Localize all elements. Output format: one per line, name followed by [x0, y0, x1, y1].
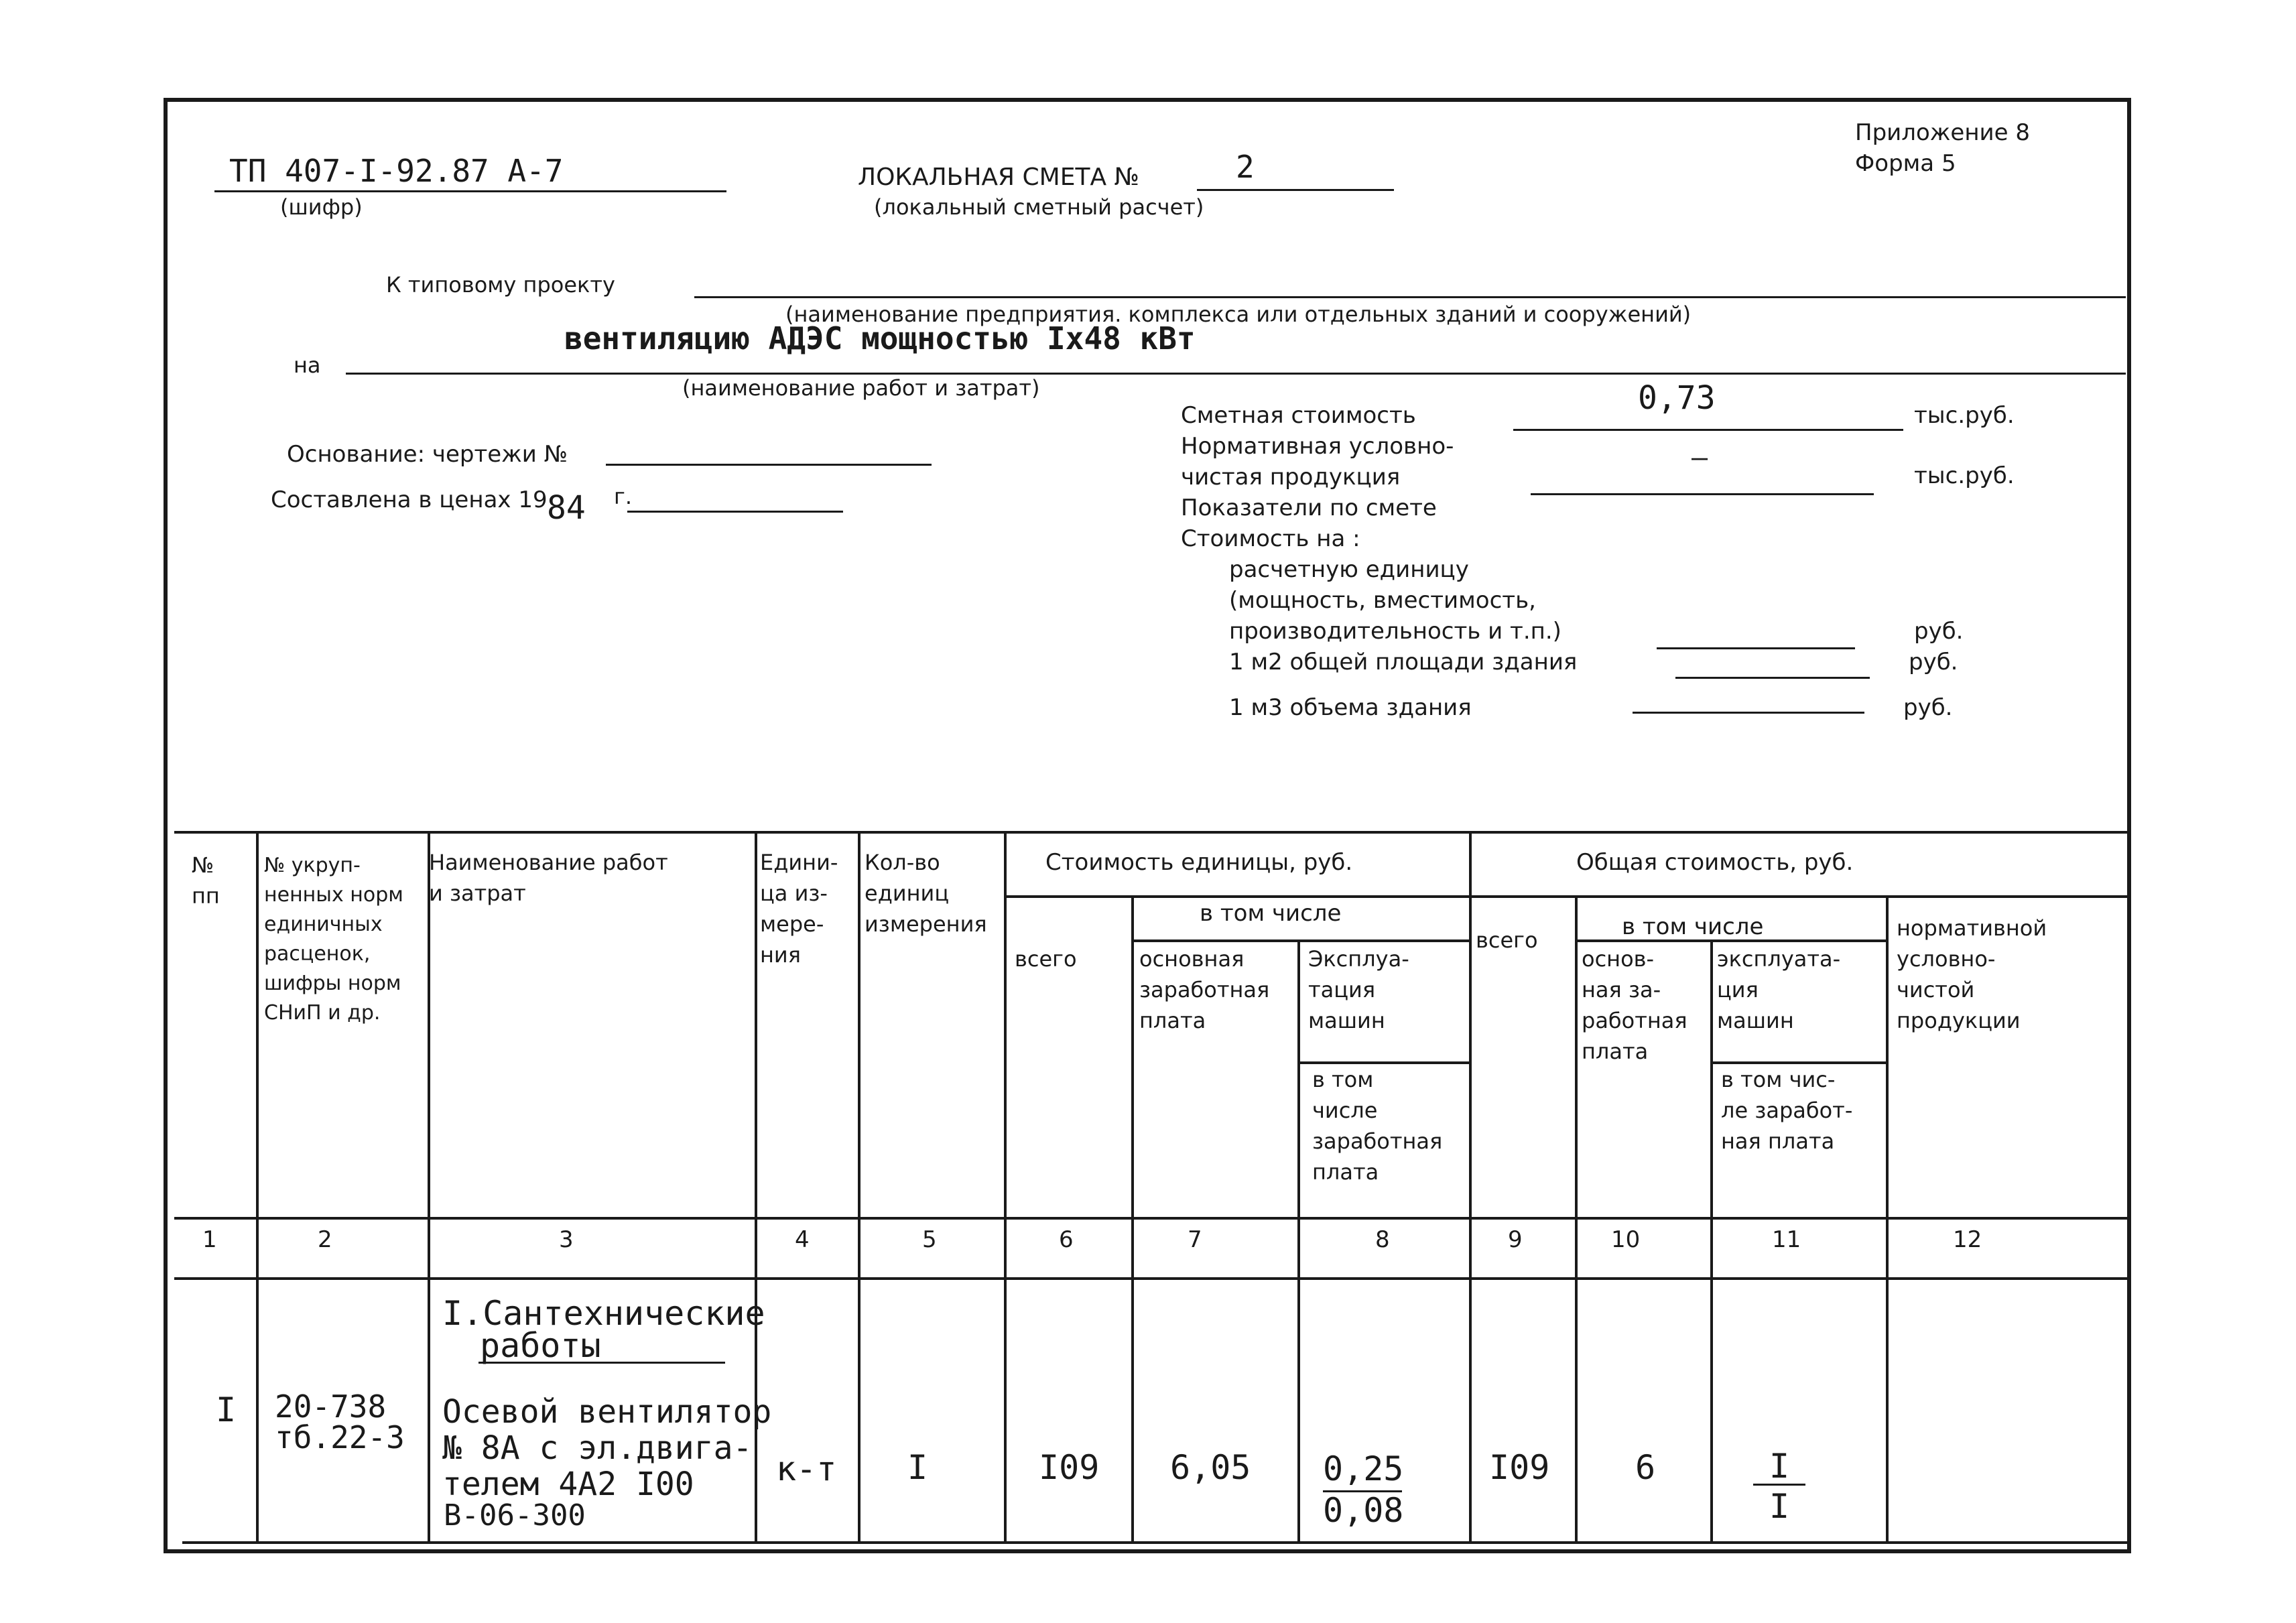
header-col-9: всего	[1476, 927, 1538, 953]
col-divider-1	[256, 831, 259, 1541]
unit-cost-subline	[1005, 895, 2128, 898]
col-number-4: 4	[795, 1226, 810, 1253]
header-incl-2: в том числе	[1622, 913, 1764, 940]
unit-line-1: расчетную единицу	[1229, 556, 1469, 583]
row-sum-wage: 6	[1635, 1448, 1656, 1487]
basis-line	[606, 464, 932, 466]
header-col-12: нормативной условно- чистой продукции	[1897, 915, 2047, 1033]
prices-line	[627, 511, 843, 513]
cost-value: 0,73	[1638, 379, 1716, 417]
incl-1-subline	[1133, 939, 1470, 942]
row-unit-cost-total: I09	[1039, 1448, 1100, 1487]
row-sum-machines: I	[1769, 1447, 1790, 1486]
col-numbers-top-line	[174, 1217, 2128, 1220]
header-col-6: всего	[1015, 946, 1077, 972]
col-divider-8	[1469, 831, 1472, 1541]
col-number-6: 6	[1059, 1226, 1074, 1253]
basis-label: Основание: чертежи №	[287, 441, 568, 468]
col-divider-6	[1131, 895, 1134, 1541]
col-number-8: 8	[1375, 1226, 1390, 1253]
work-name-line	[346, 373, 2126, 375]
section-title-2: работы	[480, 1326, 601, 1365]
col-number-10: 10	[1611, 1226, 1641, 1253]
table-top-line	[174, 831, 2128, 834]
form-label: Форма 5	[1855, 150, 1956, 177]
row-sum-machines-fraction-line	[1753, 1484, 1805, 1486]
header-col-7: основная заработная плата	[1139, 946, 1270, 1033]
enterprise-line	[694, 296, 2126, 298]
col-divider-10	[1710, 939, 1713, 1541]
work-name: вентиляцию АДЭС мощностью Iх48 кВт	[564, 320, 1196, 356]
unit-line	[1657, 647, 1855, 649]
m2-line	[1675, 677, 1870, 679]
header-col-11b: в том чис- ле заработ- ная плата	[1721, 1067, 1853, 1154]
number-underline	[1197, 189, 1394, 191]
document-number: 2	[1236, 149, 1255, 185]
header-col-2: № укруп- ненных норм единичных расценок, шифры норм СНиП и др.	[264, 854, 403, 1025]
np-unit: тыс.руб.	[1914, 462, 2015, 489]
row-number: I	[216, 1390, 237, 1429]
code-underline	[214, 190, 726, 192]
header-col-4: Едини- ца из- мере- ния	[760, 850, 838, 968]
header-incl-1: в том числе	[1200, 900, 1342, 927]
header-unit-cost: Стоимость единицы, руб.	[1045, 849, 1353, 876]
header-col-3: Наименование работ и затрат	[429, 850, 668, 906]
table-bottom-line	[182, 1541, 2128, 1544]
header-col-8: Эксплуа- тация машин	[1308, 946, 1409, 1033]
row-sum-machines-wage: I	[1769, 1487, 1790, 1526]
project-code: ТП 407-I-92.87 А-7	[229, 153, 564, 189]
cost-line	[1513, 429, 1903, 431]
col-number-9: 9	[1508, 1226, 1523, 1253]
np-line	[1531, 493, 1874, 495]
header-col-8b: в том числе заработная плата	[1312, 1067, 1443, 1185]
col-number-5: 5	[922, 1226, 937, 1253]
row-sum-total: I09	[1489, 1448, 1550, 1487]
row-work-name: Осевой вентилятор № 8А с эл.двига- телем 4А2 I00	[442, 1393, 772, 1503]
prices-year: 84	[547, 489, 586, 527]
section-title: I.Сантехнические	[442, 1294, 765, 1333]
col-divider-7	[1297, 939, 1300, 1541]
m2-unit: руб.	[1909, 649, 1958, 675]
cost-label: Сметная стоимость	[1181, 402, 1416, 429]
unit-line-3: производительность и т.п.)	[1229, 618, 1561, 645]
to-project-label: К типовому проекту	[386, 272, 615, 298]
unit-line-2: (мощность, вместимость,	[1229, 587, 1536, 614]
col-divider-5	[1004, 831, 1007, 1541]
on-label: на	[294, 352, 321, 378]
document-title: ЛОКАЛЬНАЯ СМЕТА №	[858, 164, 1139, 191]
np-label-1: Нормативная условно-	[1181, 433, 1454, 460]
row-unit-machines: 0,25	[1323, 1449, 1404, 1488]
col-number-3: 3	[559, 1226, 574, 1253]
col-number-11: 11	[1772, 1226, 1801, 1253]
indicators-label: Показатели по смете	[1181, 495, 1437, 521]
m3-label: 1 м3 объема здания	[1229, 694, 1472, 721]
m3-unit: руб.	[1903, 694, 1953, 721]
header-col-1: № пп	[192, 852, 220, 909]
m3-line	[1633, 712, 1864, 714]
col-divider-4	[858, 831, 860, 1541]
work-caption: (наименование работ и затрат)	[682, 375, 1040, 401]
col-number-2: 2	[318, 1226, 332, 1253]
appendix-label: Приложение 8	[1855, 119, 2031, 146]
col-number-7: 7	[1188, 1226, 1202, 1253]
header-col-11: эксплуата- ция машин	[1717, 946, 1841, 1033]
prices-suffix: г.	[614, 484, 632, 509]
row-unit-wage: 6,05	[1170, 1448, 1251, 1487]
header-col-10: основ- ная за- работная плата	[1582, 946, 1687, 1064]
code-caption: (шифр)	[280, 194, 363, 220]
cost-unit: тыс.руб.	[1914, 402, 2015, 429]
cost-on-label: Стоимость на :	[1181, 525, 1360, 552]
row-unit: к-т	[776, 1449, 837, 1488]
row-work-code: В-06-300	[444, 1498, 586, 1533]
m2-label: 1 м2 общей площади здания	[1229, 649, 1578, 675]
col-divider-9	[1575, 895, 1578, 1541]
col-number-12: 12	[1953, 1226, 1982, 1253]
col-divider-11	[1886, 895, 1889, 1541]
enterprise-caption: (наименование предприятия. комплекса или отдельных зданий и сооружений)	[785, 302, 1692, 327]
header-col-5: Кол-во единиц измерения	[865, 850, 987, 937]
col-number-1: 1	[202, 1226, 217, 1253]
row-quantity: I	[907, 1448, 928, 1487]
document-subtitle: (локальный сметный расчет)	[874, 194, 1204, 220]
row-unit-machines-wage: 0,08	[1323, 1491, 1404, 1530]
col-divider-2	[428, 831, 430, 1541]
prices-label: Составлена в ценах 19	[271, 486, 548, 513]
header-total-cost: Общая стоимость, руб.	[1576, 849, 1854, 876]
row-norm-code: 20-738 тб.22-3	[275, 1388, 405, 1455]
unit-unit: руб.	[1914, 618, 1964, 645]
np-value: –	[1692, 442, 1708, 473]
section-title-underline	[479, 1362, 725, 1364]
np-label-2: чистая продукция	[1181, 464, 1401, 491]
col-numbers-bottom-line	[174, 1277, 2128, 1280]
